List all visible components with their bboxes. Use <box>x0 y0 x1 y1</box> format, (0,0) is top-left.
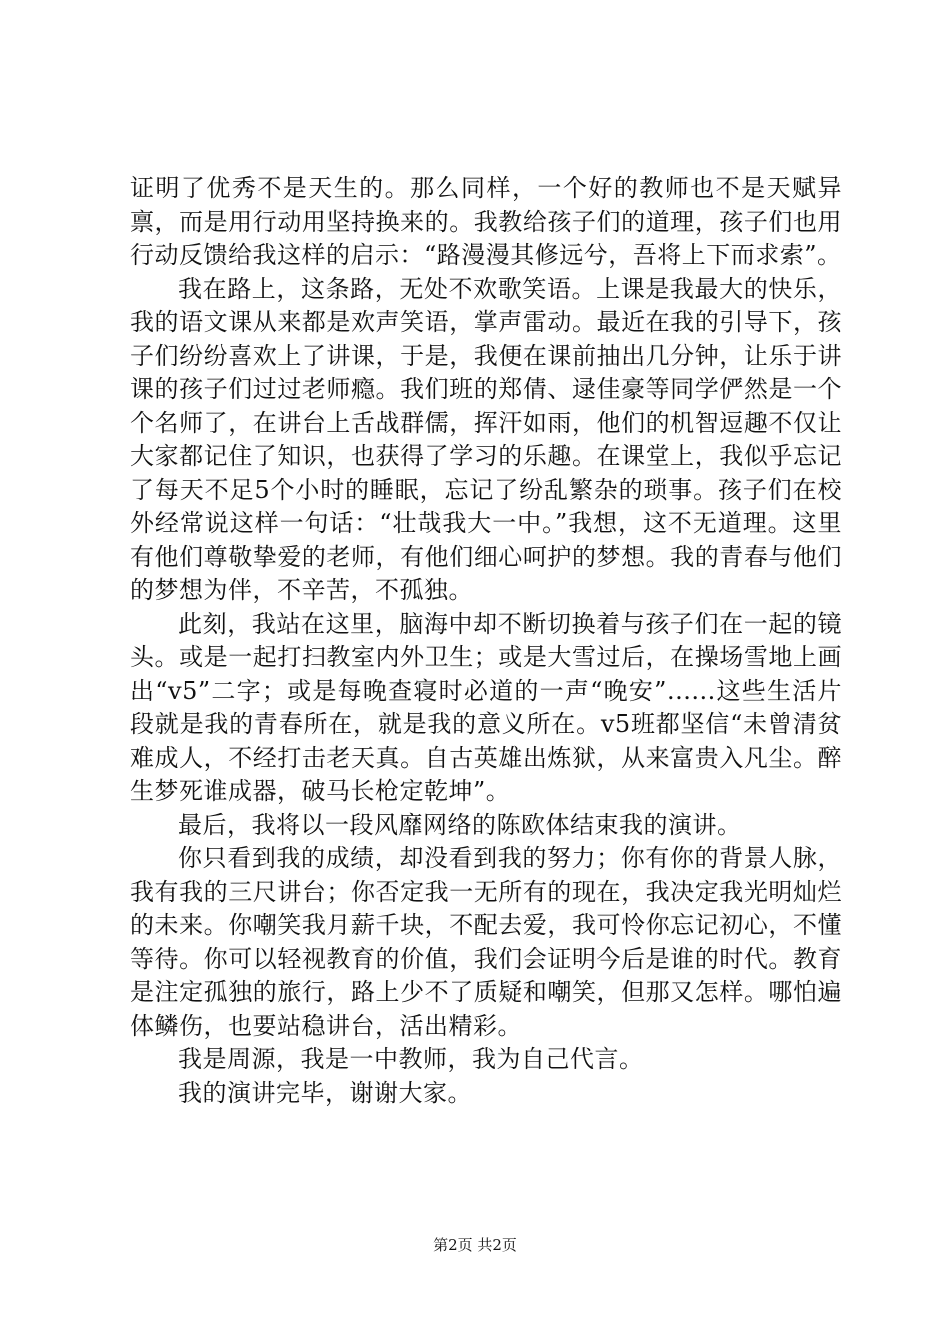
paragraph-thanks: 我的演讲完毕，谢谢大家。 <box>178 1078 472 1107</box>
page-footer: 第2页 共2页 <box>433 1236 517 1254</box>
document-body <box>130 172 842 1110</box>
paragraph-on-the-road: 我在路上，这条路，无处不欢歌笑语。上课是我最大的快乐，我的语文课从来都是欢声笑语，掌声雷动。最近在我的引导下，孩子们纷纷喜欢上了讲课，于是，我便在课前抽出几分钟，让乐于讲课的孩子们过过老师瘾。我们班的郑倩、逯佳豪等同学俨然是一个个名师了，在讲台上舌战群儒，挥汗如雨，他们的机智逗趣不仅让大家都记住了知识，也获得了学习的乐趣。在课堂上，我似乎忘记了每天不足5个小时的睡眠，忘记了纷乱繁杂的琐事。孩子们在校外经常说这样一句话：“壮哉我大一中。”我想，这不无道理。这里有他们尊敬挚爱的老师，有他们细心呵护的梦想。我的青春与他们的梦想为伴，不辛苦，不孤独。 <box>130 274 842 604</box>
paragraph-closing-intro: 最后，我将以一段风靡网络的陈欧体结束我的演讲。 <box>178 810 742 839</box>
paragraph-chenou-style: 你只看到我的成绩，却没看到我的努力；你有你的背景人脉，我有我的三尺讲台；你否定我一无所有的现在，我决定我光明灿烂的未来。你嘲笑我月薪千块，不配去爱，我可怜你忘记初心，不懂等待。你可以轻视教育的价值，我们会证明今后是谁的时代。教育是注定孤独的旅行，路上少不了质疑和嘲笑，但那又怎样。哪怕遍体鳞伤，也要站稳讲台，活出精彩。 <box>130 844 842 1040</box>
paragraph-continuation: 证明了优秀不是天生的。那么同样，一个好的教师也不是天赋异禀，而是用行动用坚持换来的。我教给孩子们的道理，孩子们也用行动反馈给我这样的启示：“路漫漫其修远兮，吾将上下而求索”。 <box>130 174 842 269</box>
paragraph-self-introduction: 我是周源，我是一中教师，我为自己代言。 <box>178 1045 644 1073</box>
paragraph-memories: 此刻，我站在这里，脑海中却不断切换着与孩子们在一起的镜头。或是一起打扫教室内外卫生；或是大雪过后，在操场雪地上画出“v5”二字；或是每晚查寝时必道的一声“晚安”......这些生活片段就是我的青春所在，就是我的意义所在。v5班都坚信“未曾清贫难成人，不经打击老天真。自古英雄出炼狱，从来富贵入凡尘。醉生梦死谁成器，破马长枪定乾坤”。 <box>130 609 842 805</box>
